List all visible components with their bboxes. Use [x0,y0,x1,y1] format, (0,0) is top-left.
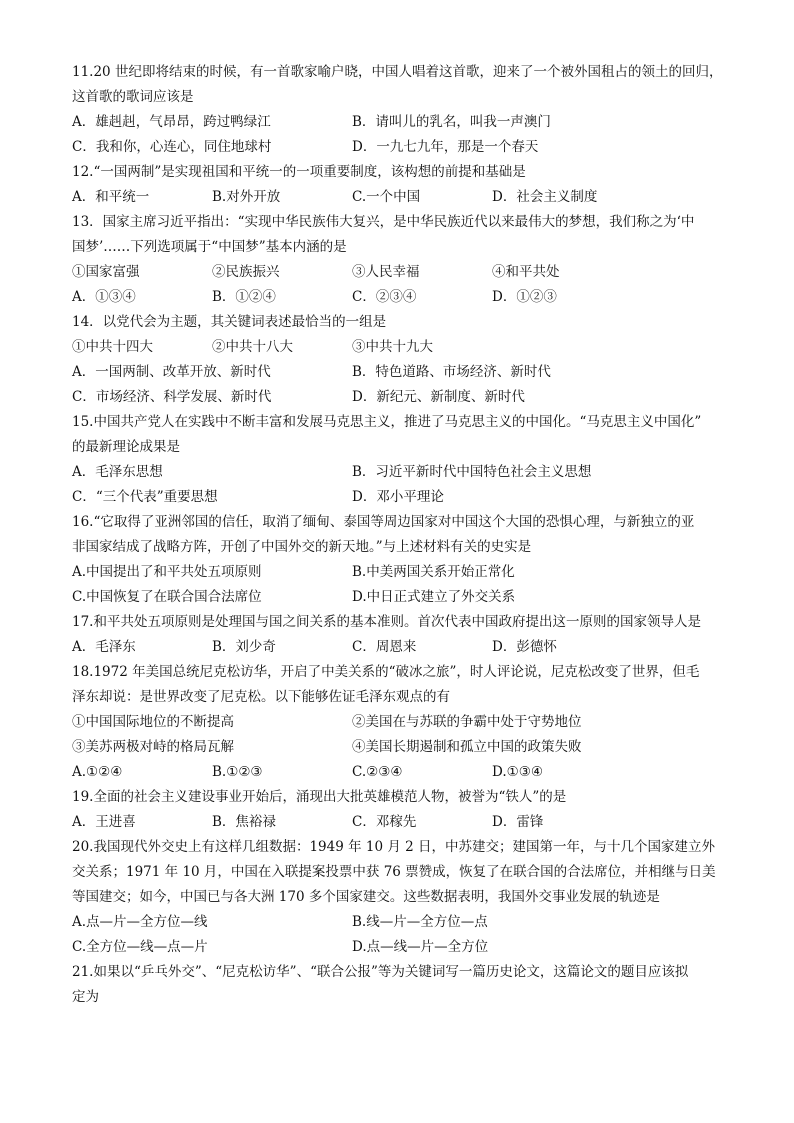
item-row [72,260,762,285]
question-block [72,660,762,785]
answer-option: A.①②④ [72,764,123,780]
question-block [72,610,762,660]
statement-item: ③人民幸福 [352,264,420,280]
option-row [72,135,762,160]
answer-option: A．雄赳赳，气昂昂，跨过鸭绿江 [72,114,271,130]
answer-option: C．“三个代表”重要思想 [72,489,218,505]
option-row [72,485,762,510]
option-row [72,760,762,785]
question-stem: 12.“一国两制”是实现祖国和平统一的一项重要制度，该构想的前提和基础是 [72,164,526,180]
answer-option: C．周恩来 [352,639,417,655]
question-block [72,785,762,835]
answer-option: D．邓小平理论 [352,489,444,505]
question-stem: 13．国家主席习近平指出：“实现中华民族伟大复兴，是中华民族近代以来最伟大的梦想，我们称之为‘中 [72,214,695,230]
option-row [72,460,762,485]
option-row [72,385,762,410]
statement-item: ④美国长期遏制和孤立中国的政策失败 [352,739,582,755]
option-row [72,810,762,835]
answer-option: B．特色道路、市场经济、新时代 [352,364,551,380]
option-row [72,285,762,310]
question-stem: 18.1972 年美国总统尼克松访华，开启了中美关系的“破冰之旅”，时人评论说，尼克松改变了世界，但毛 [72,664,700,680]
statement-item: ②民族振兴 [212,264,280,280]
answer-option: D．彭德怀 [492,639,557,655]
statement-item: ①中共十四大 [72,339,153,355]
question-stem: 21.如果以“乒乓外交”、“尼克松访华”、“联合公报”等为关键词写一篇历史论文，这篇论文的题目应该拟 [72,964,689,980]
option-row [72,635,762,660]
answer-option: C．市场经济、科学发展、新时代 [72,389,272,405]
question-block [72,960,762,1010]
answer-option: A．和平统一 [72,189,150,205]
answer-option: D.①③④ [492,764,543,780]
question-stem: 11.20 世纪即将结束的时候，有一首歌家喻户晓，中国人唱着这首歌，迎来了一个被外国租占的领土的回归， [72,64,723,80]
answer-option: A.点—片—全方位—线 [72,914,208,930]
answer-option: B.对外开放 [212,189,281,205]
question-block [72,210,762,310]
item-row [72,335,762,360]
question-block [72,160,762,210]
answer-option: C．我和你，心连心，同住地球村 [72,139,272,155]
answer-option: C．②③④ [352,289,417,305]
answer-option: B．习近平新时代中国特色社会主义思想 [352,464,592,480]
answer-option: D．①②③ [492,289,557,305]
option-row [72,110,762,135]
answer-option: D．一九七九年，那是一个春天 [352,139,539,155]
question-stem: 的最新理论成果是 [72,439,180,455]
question-stem: 交关系；1971 年 10 月，中国在入联提案投票中获 76 票赞成，恢复了在联合国的合法席位，并相继与日美 [72,864,716,880]
answer-option: A．毛泽东 [72,639,136,655]
question-block [72,835,762,960]
answer-option: A．一国两制、改革开放、新时代 [72,364,271,380]
answer-option: B．刘少奇 [212,639,276,655]
question-stem: 等国建交；如今，中国已与各大洲 170 多个国家建交。这些数据表明，我国外交事业发展的轨迹是 [72,889,660,905]
question-stem: 泽东却说：是世界改变了尼克松。以下能够佐证毛泽东观点的有 [72,689,450,705]
answer-option: B.①②③ [212,764,263,780]
question-stem: 非国家结成了战略方阵，开创了中国外交的新天地。”与上述材料有关的史实是 [72,539,532,555]
answer-option: D．社会主义制度 [492,189,598,205]
option-row [72,585,762,610]
answer-option: D．新纪元、新制度、新时代 [352,389,525,405]
option-row [72,910,762,935]
statement-item: ④和平共处 [492,264,560,280]
statement-item: ③美苏两极对峙的格局瓦解 [72,739,234,755]
answer-option: D．雷锋 [492,814,544,830]
answer-option: C．邓稼先 [352,814,417,830]
question-stem: 15.中国共产党人在实践中不断丰富和发展马克思主义，推进了马克思主义的中国化。“马克思主义中国化” [72,414,702,430]
question-stem: 定为 [72,989,99,1005]
statement-item: ②美国在与苏联的争霸中处于守势地位 [352,714,582,730]
option-row [72,935,762,960]
answer-option: B．焦裕禄 [212,814,276,830]
answer-option: B．①②④ [212,289,276,305]
answer-option: C.一个中国 [352,189,421,205]
answer-option: C.全方位—线—点—片 [72,939,208,955]
option-row [72,360,762,385]
question-stem: 16.“它取得了亚洲邻国的信任，取消了缅甸、泰国等周边国家对中国这个大国的恐惧心理，与新独立的亚 [72,514,695,530]
statement-item: ③中共十九大 [352,339,433,355]
answer-option: C.②③④ [352,764,403,780]
answer-option: A．王进喜 [72,814,136,830]
question-stem: 19.全面的社会主义建设事业开始后，涌现出大批英雄模范人物，被誉为“铁人”的是 [72,789,567,805]
question-stem: 国梦’……下列选项属于“中国梦”基本内涵的是 [72,239,347,255]
question-stem: 20.我国现代外交史上有这样几组数据：1949 年 10 月 2 日，中苏建交；建国第一年，与十几个国家建立外 [72,839,716,855]
exam-page [72,60,762,1010]
question-block [72,310,762,410]
answer-option: D.点—线—片—全方位 [352,939,489,955]
option-row [72,560,762,585]
answer-option: A．①③④ [72,289,136,305]
statement-item: ①中国国际地位的不断提高 [72,714,234,730]
statement-item: ①国家富强 [72,264,140,280]
item-row [72,735,762,760]
question-block [72,510,762,610]
answer-option: A.中国提出了和平共处五项原则 [72,564,262,580]
statement-item: ②中共十八大 [212,339,293,355]
answer-option: B．请叫儿的乳名，叫我一声澳门 [352,114,551,130]
question-block [72,410,762,510]
item-row [72,710,762,735]
answer-option: B.中美两国关系开始正常化 [352,564,515,580]
question-block [72,60,762,160]
option-row [72,185,762,210]
question-stem: 17.和平共处五项原则是处理国与国之间关系的基本准则。首次代表中国政府提出这一原则的国家领导人是 [72,614,701,630]
answer-option: B.线—片—全方位—点 [352,914,488,930]
question-stem: 这首歌的歌词应该是 [72,89,194,105]
question-stem: 14．以党代会为主题，其关键词表述最恰当的一组是 [72,314,387,330]
answer-option: A．毛泽东思想 [72,464,163,480]
answer-option: D.中日正式建立了外交关系 [352,589,516,605]
answer-option: C.中国恢复了在联合国合法席位 [72,589,262,605]
